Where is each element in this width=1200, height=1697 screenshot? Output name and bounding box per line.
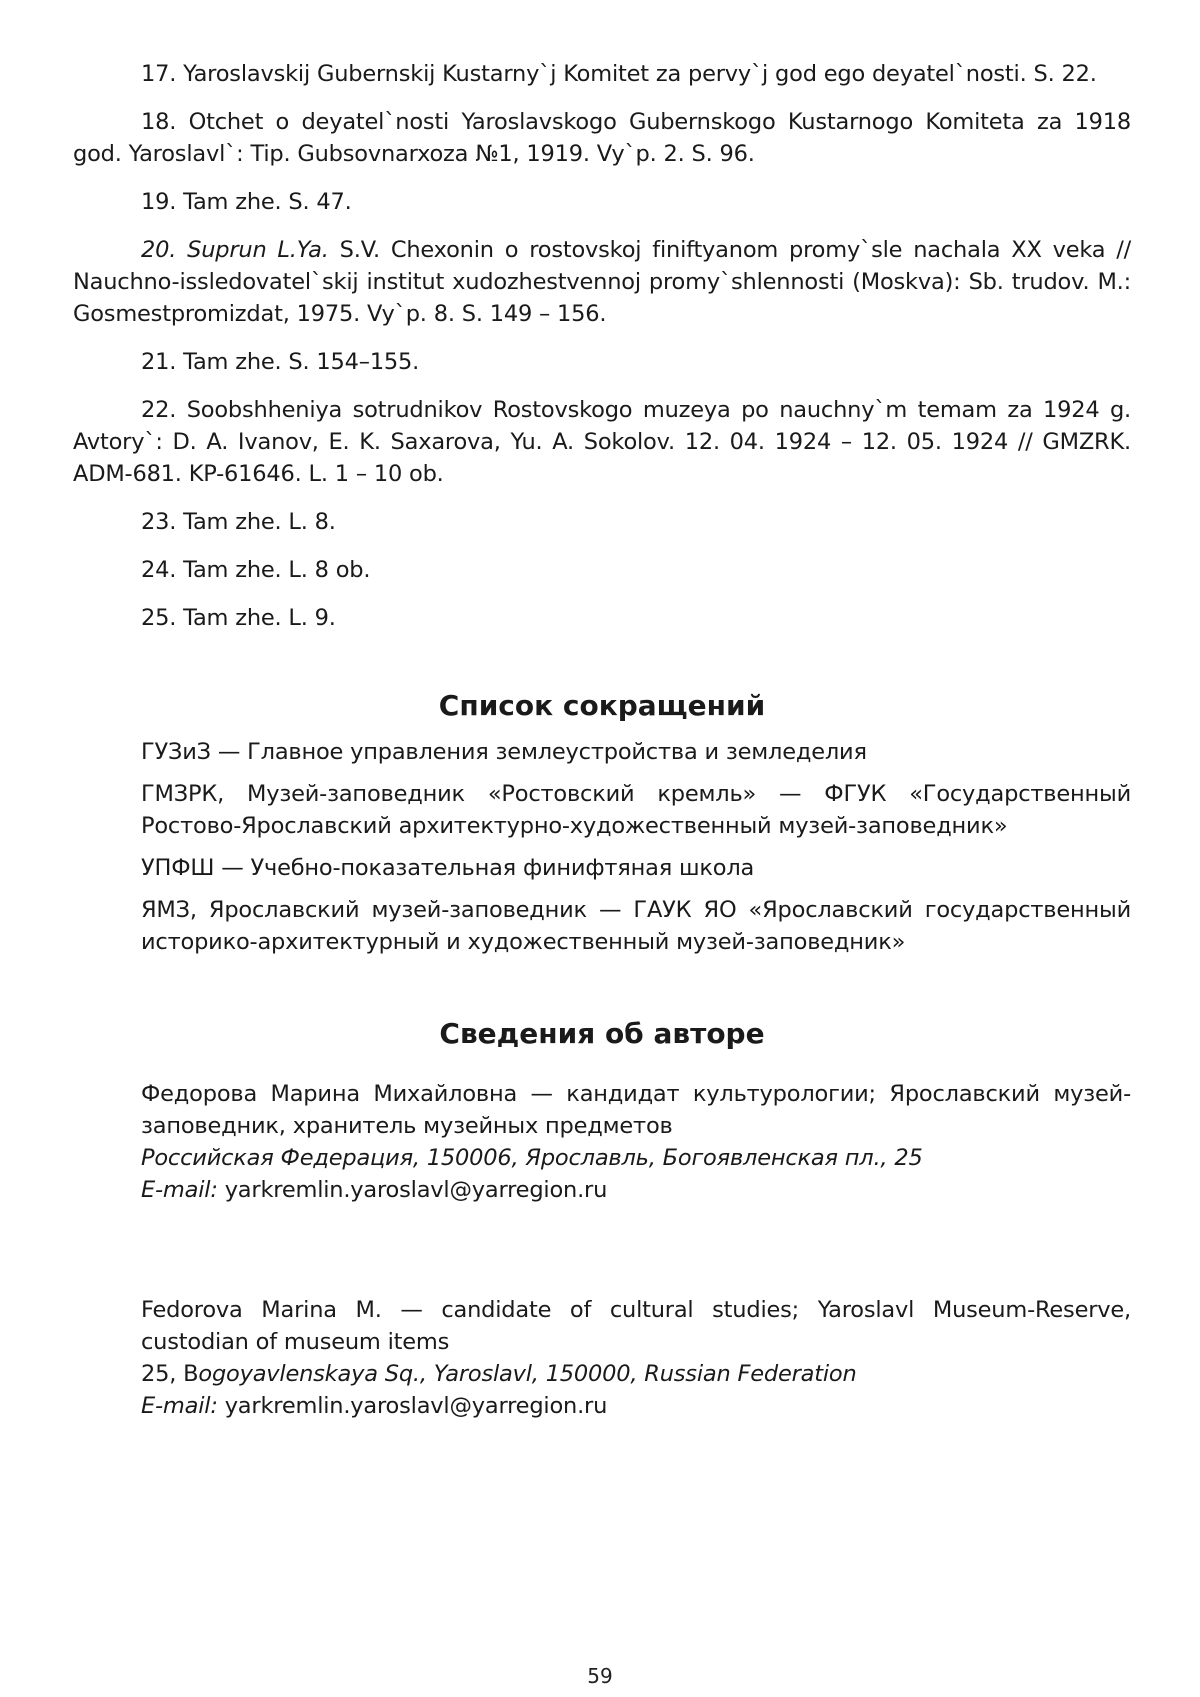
author-info-title: Сведения об авторе (439, 1017, 765, 1050)
author-address-en (141, 1358, 1131, 1390)
reference-text: Yaroslavskij Gubernskij Kustarny`j Komitet za pervy`j god ego deyatel`nosti. S. 22. (183, 61, 1097, 87)
reference-number: 22. (141, 397, 177, 423)
abbreviation-item: ЯМЗ, Ярославский музей-заповедник — ГАУК ЯО «Ярославский государственный историко-архитектурный и художественный музей-заповедник» (141, 897, 1131, 955)
reference-number: 23. (141, 509, 177, 535)
abbreviations-list (73, 736, 1131, 958)
page-number: 59 (587, 1664, 613, 1688)
reference-text: Tam zhe. S. 154–155. (183, 349, 420, 375)
reference-text: S.V. Chexonin o rostovskoj finiftyanom promy`sle nachala XX veka // Nauchno-issledovatel`skij institut xudozhestvennoj promy`shlennosti (Moskva): Sb. trudov. M.: Gosmestpromizdat, 1975. Vy`p. 8. S. 149 – 156. (73, 237, 1132, 327)
email-address: yarkremlin.yaroslavl@yarregion.ru (224, 1177, 608, 1203)
document-page (73, 58, 1131, 1422)
reference-text: Tam zhe. L. 8. (183, 509, 336, 535)
author-address-ru: Российская Федерация, 150006, Ярославль, Богоявленская пл., 25 (141, 1145, 923, 1171)
reference-21 (73, 346, 1131, 378)
reference-22 (73, 394, 1131, 490)
address-number: 25, B (141, 1361, 199, 1387)
reference-text: Otchet o deyatel`nosti Yaroslavskogo Gubernskogo Kustarnogo Komiteta za 1918 god. Yaroslavl`: Tip. Gubsovnarxoza №1, 1919. Vy`p. 2. S. 96. (73, 109, 1132, 167)
abbreviation-item: ГМЗРК, Музей-заповедник «Ростовский кремль» — ФГУК «Государственный Ростово-Ярославский архитектурно-художественный музей-заповедник» (141, 781, 1131, 839)
reference-number: 17. (141, 61, 177, 87)
abbreviations-title: Список сокращений (438, 689, 766, 722)
abbreviation-item: УПФШ — Учебно-показательная финифтяная школа (141, 855, 755, 881)
reference-text: Soobshheniya sotrudnikov Rostovskogo muzeya po nauchny`m temam za 1924 g. Avtory`: D. A. Ivanov, E. K. Saxarova, Yu. A. Sokolov. 12. 04. 1924 – 12. 05. 1924 // GMZRK. ADM-681. KP-61646. L. 1 – 10 ob. (73, 397, 1132, 487)
reference-number: 24. (141, 557, 177, 583)
reference-text: Tam zhe. L. 9. (183, 605, 336, 631)
reference-author: Suprun L.Ya. (187, 237, 329, 263)
reference-text: Tam zhe. L. 8 ob. (183, 557, 371, 583)
reference-17 (73, 58, 1131, 90)
reference-20 (73, 234, 1131, 330)
author-description-ru: Федорова Марина Михайловна — кандидат культурологии; Ярославский музей-заповедник, хранитель музейных предметов (141, 1081, 1131, 1139)
email-address: yarkremlin.yaroslavl@yarregion.ru (224, 1393, 608, 1419)
reference-number: 20. (141, 237, 177, 263)
reference-number: 18. (141, 109, 177, 135)
address-text: ogoyavlenskaya Sq., Yaroslavl, 150000, Russian Federation (198, 1361, 857, 1387)
reference-18 (73, 106, 1131, 170)
author-email-ru (141, 1174, 1131, 1206)
reference-19 (73, 186, 1131, 218)
spacer (73, 1206, 1131, 1270)
author-description-en: Fedorova Marina M. — candidate of cultural studies; Yaroslavl Museum-Reserve, custodian of museum items (141, 1297, 1131, 1355)
author-info-en (141, 1294, 1131, 1422)
reference-23 (73, 506, 1131, 538)
email-label: E-mail: (141, 1393, 218, 1419)
email-label: E-mail: (141, 1177, 218, 1203)
reference-25 (73, 602, 1131, 634)
reference-24 (73, 554, 1131, 586)
reference-number: 19. (141, 189, 177, 215)
abbreviation-item: ГУЗиЗ — Главное управления землеустройства и земледелия (141, 739, 867, 765)
reference-number: 25. (141, 605, 177, 631)
references-list (73, 58, 1131, 634)
reference-number: 21. (141, 349, 177, 375)
reference-text: Tam zhe. S. 47. (183, 189, 352, 215)
author-email-en (141, 1390, 1131, 1422)
author-info-ru (141, 1078, 1131, 1206)
